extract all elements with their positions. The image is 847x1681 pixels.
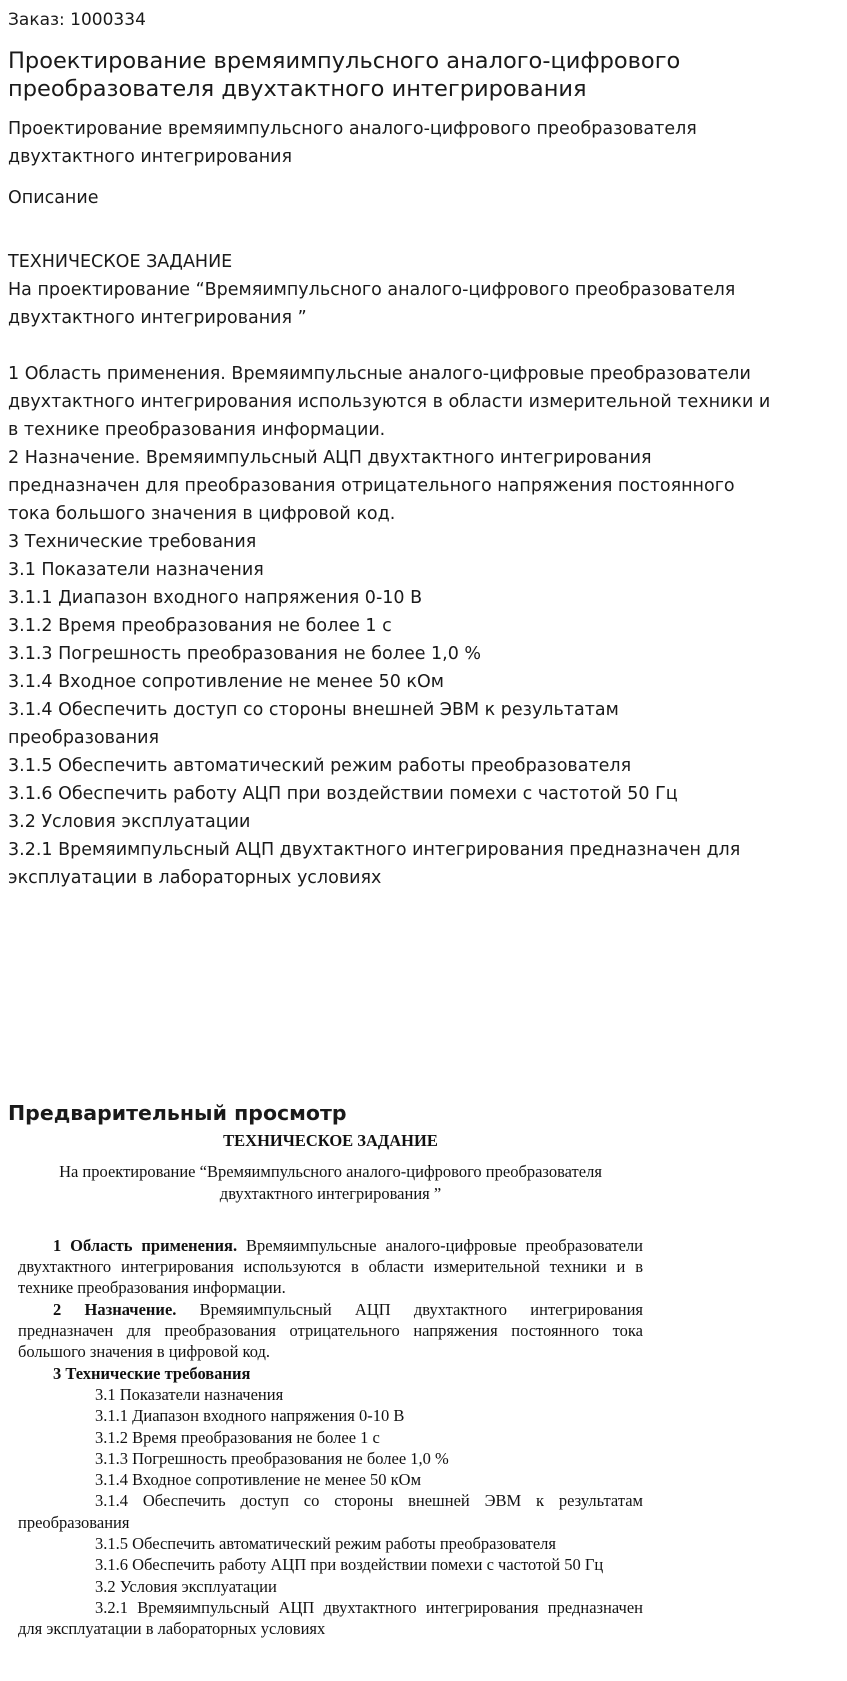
- description-heading: Описание: [8, 188, 99, 208]
- preview-section-3: 3 Технические требования: [53, 1363, 251, 1383]
- preview-item: 3.1.1 Диапазон входного напряжения 0-10 В: [95, 1406, 405, 1426]
- preview-section-1-text: Времяимпульсные аналого-цифровые преобразователи двухтактного интегрирования используются в области измерительной техники и в технике преобразования информации.: [18, 1235, 644, 1298]
- description-line: 3.1 Показатели назначения: [8, 560, 264, 580]
- preview-section-2-text: Времяимпульсный АЦП двухтактного интегрирования предназначен для преобразования отрицательного напряжения постоянного тока большого значения в цифровой код.: [18, 1299, 643, 1362]
- description-line: 3.1.2 Время преобразования не более 1 с: [8, 616, 392, 636]
- description-line: 3.2 Условия эксплуатации: [8, 812, 251, 832]
- preview-item: 3.1 Показатели назначения: [95, 1384, 284, 1404]
- preview-item: 3.1.2 Время преобразования не более 1 с: [95, 1427, 380, 1447]
- page-subtitle: Проектирование времяимпульсного аналого-цифрового преобразователя двухтактного интегрирования: [8, 119, 697, 167]
- description-line: предназначен для преобразования отрицательного напряжения постоянного: [8, 476, 735, 496]
- preview-section-1: [18, 1235, 643, 1299]
- preview-item: 3.1.3 Погрешность преобразования не более 1,0 %: [95, 1448, 449, 1468]
- description-body: [8, 248, 843, 892]
- document-preview: [18, 1130, 643, 1640]
- description-line: в технике преобразования информации.: [8, 420, 386, 440]
- preview-section-2-label: 2 Назначение.: [53, 1299, 177, 1319]
- description-line: преобразования: [8, 728, 160, 748]
- description-blank-line: [8, 332, 843, 360]
- description-line: 3.1.5 Обеспечить автоматический режим работы преобразователя: [8, 756, 632, 776]
- description-line: 3.1.4 Обеспечить доступ со стороны внешней ЭВМ к результатам: [8, 700, 619, 720]
- description-line: 3 Технические требования: [8, 532, 257, 552]
- description-line: тока большого значения в цифровой код.: [8, 504, 396, 524]
- preview-section-1-label: 1 Область применения.: [53, 1235, 238, 1255]
- description-line: эксплуатации в лабораторных условиях: [8, 868, 382, 888]
- description-line: 3.1.4 Входное сопротивление не менее 50 кОм: [8, 672, 444, 692]
- description-line: двухтактного интегрирования используются в области измерительной техники и: [8, 392, 771, 412]
- description-line: 1 Область применения. Времяимпульсные аналого-цифровые преобразователи: [8, 364, 751, 384]
- preview-doc-title: ТЕХНИЧЕСКОЕ ЗАДАНИЕ: [223, 1131, 438, 1150]
- description-line: ТЕХНИЧЕСКОЕ ЗАДАНИЕ: [8, 252, 233, 272]
- preview-item: 3.1.6 Обеспечить работу АЦП при воздействии помехи с частотой 50 Гц: [95, 1555, 604, 1575]
- preview-spacer: [18, 1151, 643, 1161]
- description-line: 2 Назначение. Времяимпульсный АЦП двухтактного интегрирования: [8, 448, 652, 468]
- preview-intro: На проектирование “Времяимпульсного аналого-цифрового преобразователя двухтактного интегрирования ”: [59, 1162, 602, 1203]
- preview-spacer: [18, 1204, 643, 1235]
- order-number: Заказ: 1000334: [8, 10, 146, 30]
- page-title: Проектирование времяимпульсного аналого-цифрового преобразователя двухтактного интегрирования: [8, 48, 681, 102]
- preview-section-2: [18, 1299, 643, 1363]
- description-line: 3.1.6 Обеспечить работу АЦП при воздействии помехи с частотой 50 Гц: [8, 784, 678, 804]
- preview-item: 3.2 Условия эксплуатации: [95, 1576, 277, 1596]
- preview-item: 3.1.4 Обеспечить доступ со стороны внешней ЭВМ к результатам преобразования: [18, 1491, 643, 1532]
- description-line: На проектирование “Времяимпульсного аналого-цифрового преобразователя: [8, 280, 736, 300]
- description-line: 3.2.1 Времяимпульсный АЦП двухтактного интегрирования предназначен для: [8, 840, 741, 860]
- description-line: двухтактного интегрирования ”: [8, 308, 307, 328]
- preview-item: 3.1.4 Входное сопротивление не менее 50 кОм: [95, 1470, 422, 1490]
- preview-item: 3.2.1 Времяимпульсный АЦП двухтактного интегрирования предназначен для эксплуатации в лабораторных условиях: [18, 1597, 643, 1639]
- preview-heading: Предварительный просмотр: [8, 1101, 347, 1125]
- description-line: 3.1.1 Диапазон входного напряжения 0-10 В: [8, 588, 423, 608]
- description-line: 3.1.3 Погрешность преобразования не более 1,0 %: [8, 644, 482, 664]
- preview-item: 3.1.5 Обеспечить автоматический режим работы преобразователя: [95, 1534, 556, 1554]
